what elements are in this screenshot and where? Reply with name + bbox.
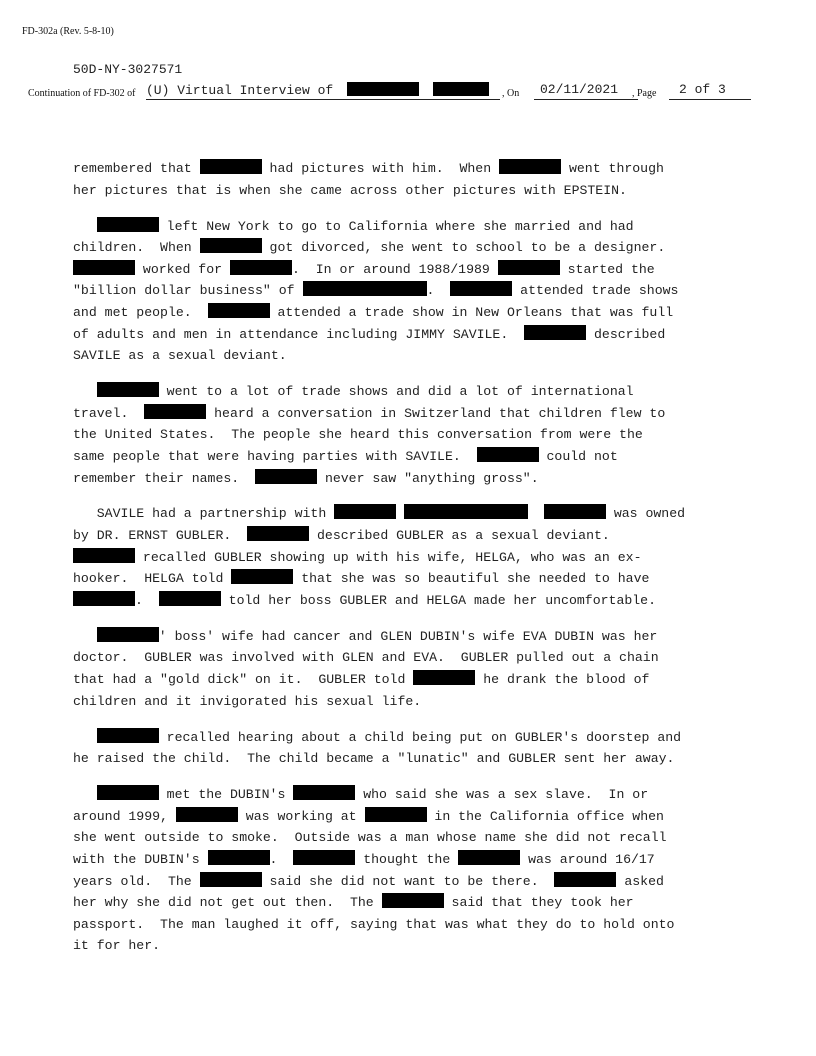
text-segment: told her boss GUBLER and HELGA made her uncomfortable. [220,592,657,608]
text-line [73,849,753,871]
redaction-box [498,260,560,275]
text-segment: that she was so beautiful she needed to have [293,571,650,587]
text-line [73,280,753,302]
redaction-box [73,591,135,606]
text-segment: travel. [73,405,145,421]
text-segment: thought the [355,851,459,867]
text-line [73,626,753,648]
text-segment: "billion dollar business" of [73,283,303,299]
text-segment: remember their names. [73,470,256,486]
narrative-paragraph [73,158,753,201]
redaction-box [208,303,270,318]
text-segment [73,384,97,399]
narrative-paragraph [73,216,753,367]
text-line [73,302,753,324]
redaction-box [200,159,262,174]
text-segment: it for her. [73,938,161,954]
text-segment: he raised the child. The child became a "lunatic" and GUBLER sent her away. [73,751,675,767]
text-segment: recalled hearing about a child being put on GUBLER's doorstep and [158,729,682,745]
text-segment: he drank the blood of [475,672,650,688]
redaction-box [458,850,520,865]
text-line [73,468,753,490]
redaction-box [334,504,396,519]
continuation-subject-field [146,82,500,100]
redaction-box [97,627,159,642]
redaction-box [450,281,512,296]
redaction-box [413,670,475,685]
text-segment: her pictures that is when she came across other pictures with EPSTEIN. [73,182,627,198]
redaction-box [73,260,135,275]
text-segment: who said she was a sex slave. In or [355,787,649,803]
text-line [73,525,753,547]
redaction-box [544,504,606,519]
page-number: 2 of 3 [669,82,751,100]
text-segment: remembered that [73,161,200,176]
text-segment: recalled GUBLER showing up with his wife, HELGA, who was an ex- [135,549,642,565]
redaction-box [365,807,427,822]
redaction-box [97,728,159,743]
redaction-box [382,893,444,908]
text-segment: same people that were having parties with SAVILE. [73,448,477,464]
text-segment: had pictures with him. When [261,161,500,176]
redaction-box [231,569,293,584]
text-line [73,827,753,849]
text-segment: got divorced, she went to school to be a designer. [261,240,666,256]
redaction-box [73,548,135,563]
text-segment: was working at [237,808,365,824]
text-line [73,180,753,202]
text-segment: attended a trade show in New Orleans that was full [269,304,674,320]
text-line [73,806,753,828]
narrative-paragraph [73,503,753,611]
text-line [73,914,753,936]
text-line [73,871,753,893]
text-segment: by DR. ERNST GUBLER. [73,528,248,544]
text-line [73,403,753,425]
text-segment: children. When [73,240,200,256]
redaction-box [200,872,262,887]
redaction-box [499,159,561,174]
text-segment: asked [616,873,664,889]
text-segment: passport. The man laughed it off, saying that was what they do to hold onto [73,916,675,932]
continuation-subject: (U) Virtual Interview of [146,83,334,98]
text-segment: in the California office when [426,808,664,824]
redaction-box [293,785,355,800]
text-segment [73,219,97,234]
redaction-box [97,785,159,800]
text-segment: described GUBLER as a sexual deviant. [309,528,610,544]
redaction-box [247,526,309,541]
interview-narrative [73,158,753,971]
redaction-box [303,281,427,296]
redaction-box [347,82,419,96]
text-segment: heard a conversation in Switzerland that children flew to [206,405,666,421]
text-segment: described [586,326,666,342]
text-line [73,647,753,669]
text-segment: around 1999, [73,808,176,824]
text-line [73,158,753,180]
text-segment: of adults and men in attendance including JIMMY SAVILE. [73,326,525,342]
text-line [73,784,753,806]
text-segment: never saw "anything gross". [317,470,539,486]
text-segment: . [135,592,159,608]
text-line [73,547,753,569]
redaction-box [255,469,317,484]
narrative-paragraph [73,784,753,957]
redaction-box [176,807,238,822]
text-line [73,345,753,367]
text-line [73,503,753,525]
text-line [73,324,753,346]
text-line [73,748,753,770]
text-line [73,237,753,259]
text-segment [73,787,97,802]
redaction-box [208,850,270,865]
date-label: , On [502,88,520,99]
text-segment [528,506,544,521]
text-segment: started the [559,261,655,277]
text-segment: . In or around 1988/1989 [291,261,498,277]
text-segment: could not [538,448,618,464]
text-line [73,727,753,749]
interview-date: 02/11/2021 [534,82,638,100]
redaction-box [404,504,528,519]
text-segment: with the DUBIN's [73,851,208,867]
narrative-paragraph [73,381,753,489]
text-segment: and met people. [73,304,208,320]
page-label: , Page [632,88,657,99]
redaction-box [293,850,355,865]
text-segment: SAVILE had a partnership with [73,506,335,522]
redaction-box [97,382,159,397]
text-segment: went through [561,161,664,176]
text-segment: said she did not want to be there. [261,873,555,889]
text-segment: she went outside to smoke. Outside was a man whose name she did not recall [73,830,667,846]
text-segment: doctor. GUBLER was involved with GLEN and EVA. GUBLER pulled out a chain [73,650,659,666]
redaction-box [144,404,206,419]
text-segment: ' boss' wife had cancer and GLEN DUBIN's wife EVA DUBIN was her [158,628,658,644]
text-line [73,669,753,691]
text-line [73,424,753,446]
text-segment: . [269,851,294,867]
text-line [73,691,753,713]
text-segment: left New York to go to California where she married and had [158,218,634,234]
redaction-box [230,260,292,275]
text-segment: was around 16/17 [520,851,655,867]
text-segment: hooker. HELGA told [73,571,232,587]
text-segment: her why she did not get out then. The [73,895,382,911]
text-segment: children and it invigorated his sexual life. [73,693,422,709]
redaction-box [200,238,262,253]
text-line [73,446,753,468]
text-segment [73,730,97,745]
redaction-box [524,325,586,340]
narrative-paragraph [73,727,753,770]
text-segment: said that they took her [443,895,634,911]
text-segment: the United States. The people she heard this conversation from were the [73,427,643,443]
text-segment: years old. The [73,873,200,889]
redaction-box [159,591,221,606]
text-segment [73,629,97,644]
text-segment: that had a "gold dick" on it. GUBLER told [73,672,414,688]
redaction-box [554,872,616,887]
form-revision-label: FD-302a (Rev. 5-8-10) [22,26,114,37]
text-line [73,259,753,281]
text-segment: was owned [605,506,686,522]
text-line [73,381,753,403]
redaction-box [477,447,539,462]
text-line [73,935,753,957]
text-segment: . [426,283,451,299]
text-segment: went to a lot of trade shows and did a lot of international [158,384,634,400]
text-segment: met the DUBIN's [158,787,294,803]
text-line [73,590,753,612]
text-segment: attended trade shows [512,283,679,299]
text-line [73,892,753,914]
redaction-box [433,82,489,96]
redaction-box [97,217,159,232]
text-line [73,568,753,590]
text-line [73,216,753,238]
text-segment: SAVILE as a sexual deviant. [73,348,287,364]
narrative-paragraph [73,626,753,712]
continuation-header [28,82,788,102]
continuation-label: Continuation of FD-302 of [28,88,136,99]
text-segment: worked for [135,261,230,277]
case-file-number: 50D-NY-3027571 [73,62,183,77]
text-segment [396,506,404,521]
